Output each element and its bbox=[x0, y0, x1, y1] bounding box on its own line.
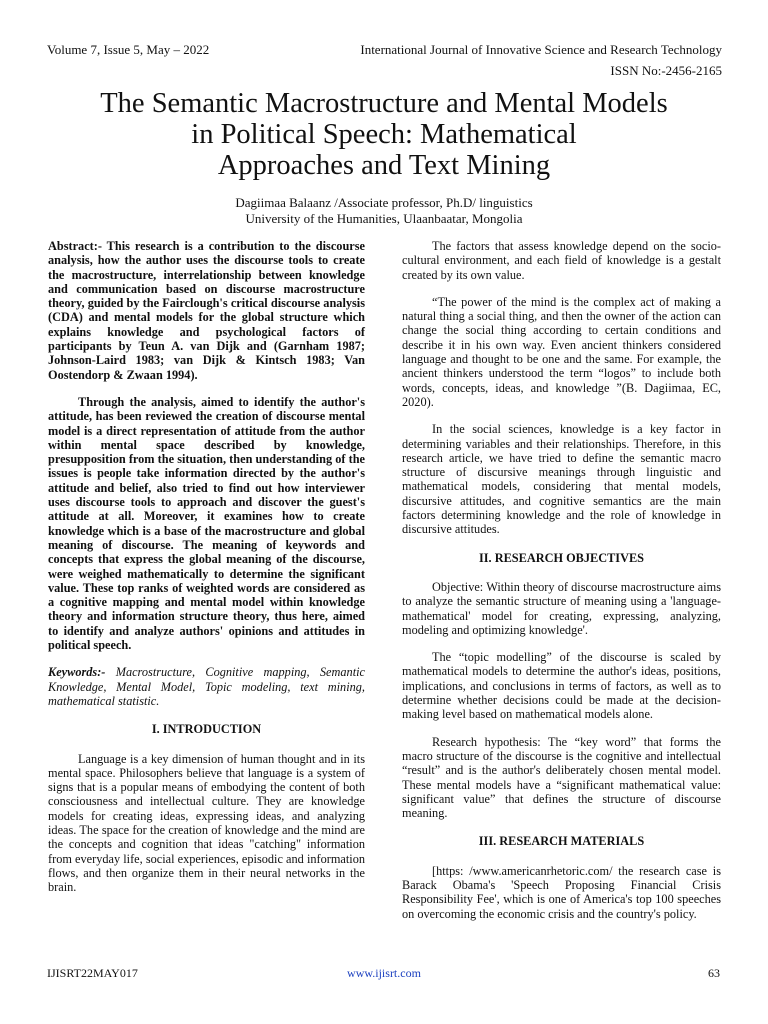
section-heading: III. RESEARCH MATERIALS bbox=[478, 834, 645, 849]
left-column bbox=[48, 239, 365, 907]
abstract-paragraph: Through the analysis, aimed to identify the author's attitude, has been reviewed the creation of discourse mental model is a direct representation of attitude from the author within mental space described by knowledge, presupposition from the situation, then understanding of the issues is people take information directed by the author's attitude and belief, also tried to find out how interviewer uses discourse tools to approach and discover the guest's attitude at all. Moreover, it examines how to create knowledge which is a base of the macrostructure and global meaning of discourse. The meaning of keywords and concepts that express the global meaning of the discourse, were weighed mathematically to determine the significant value. These top ranks of weighted words are considered as a cognitive mapping and mental model within knowledge theory and information structure theory, thus here, aimed to identify and analyze authors' opinions and attitudes in political speech. bbox=[48, 394, 365, 653]
body-paragraph: “The power of the mind is the complex act of making a natural thing a social thing, and then the owner of the action can change the social thing according to certain conditions and describe it in his own way. Even ancient thinkers considered language and thought to be one and the same. For example, the ancient thinkers understood the term “logos” to include both words, concepts, ideas, and knowledge ”(B. Dagiimaa, EC, 2020). bbox=[402, 294, 721, 409]
keywords-label: Keywords:- bbox=[48, 665, 106, 680]
volume-issue: Volume 7, Issue 5, May – 2022 bbox=[47, 42, 210, 57]
issn: ISSN No:-2456-2165 bbox=[610, 63, 722, 78]
paper-title bbox=[40, 88, 728, 181]
body-paragraph: Language is a key dimension of human thought and in its mental space. Philosophers believe that language is a system of signs that is a popular means of embodying the content of both consciousness and intellectual culture. They are knowledge models for creating ideas, expressing ideas, and analyzing ideas. The space for the creation of knowledge and the mind are the concepts and cognition that ideas "catching" information from everyday life, social experiences, episodic and information flows, and then organize them in their neural networks in the brain. bbox=[48, 751, 365, 895]
body-paragraph: Research hypothesis: The “key word” that forms the macro structure of the discourse is the cognitive and intellectual “result” and is the author's deliberately chosen mental model. These mental models have a “significant mathematical value: significant value” that defines the structure of discourse meaning. bbox=[402, 734, 721, 821]
journal-name: International Journal of Innovative Science and Research Technology bbox=[360, 42, 722, 57]
author-info bbox=[0, 195, 768, 226]
abstract-paragraph: Abstract:- This research is a contribution to the discourse analysis, how the author uses the discourse tools to create the macrostructure, interrelationship between knowledge and communication based on discourse macrostructure theory, guided by the Fairclough's critical discourse analysis (CDA) and mental models for the global structure which explains knowledge and psychological factors of participants by Teun A. van Dijk and (Garnham 1987; Johnson-Laird 1983; van Dijk & Kintsch 1983; Van Oostendorp & Zwaan 1994). bbox=[48, 239, 365, 382]
keywords-text: Macrostructure, Cognitive mapping, Semantic Knowledge, Mental Model, Topic modeling, text mining, mathematical statistic. bbox=[48, 665, 365, 708]
body-paragraph: Objective: Within theory of discourse macrostructure aims to analyze the semantic structure of meaning using a 'language-mathematical' model for creating, expressing, analyzing, modeling and optimizing knowledge'. bbox=[402, 579, 721, 637]
affiliation-line: University of the Humanities, Ulaanbaatar, Mongolia bbox=[245, 210, 523, 226]
body-paragraph: The factors that assess knowledge depend on the socio-cultural environment, and each field of knowledge is a gestalt created by its own value. bbox=[402, 239, 721, 282]
journal-website-link[interactable]: www.ijisrt.com bbox=[347, 966, 421, 980]
keywords bbox=[48, 665, 365, 708]
body-paragraph: The “topic modelling” of the discourse is scaled by mathematical models to determine the author's ideas, positions, implications, and conclusions in terms of factors, as well as to determine whether decisions could be made at the decision-making level based on mathematical models alone. bbox=[402, 650, 721, 722]
body-paragraph: [https: /www.americanrhetoric.com/ the research case is Barack Obama's 'Speech Proposing Financial Crisis Responsibility Fee', which is one of America's top 100 speeches on overcoming the economic crisis and the country's policy. bbox=[402, 863, 721, 921]
author-line: Dagiimaa Balaanz /Associate professor, Ph.D/ linguistics bbox=[235, 195, 533, 210]
section-heading: II. RESEARCH OBJECTIVES bbox=[478, 550, 645, 565]
page-number: 63 bbox=[708, 966, 720, 980]
section-heading: I. INTRODUCTION bbox=[151, 722, 262, 737]
paper-code: IJISRT22MAY017 bbox=[47, 966, 138, 980]
title-line: The Semantic Macrostructure and Mental Models bbox=[100, 88, 668, 119]
right-column bbox=[402, 239, 721, 934]
footer-link-wrap bbox=[0, 966, 768, 981]
title-line: Approaches and Text Mining bbox=[217, 150, 551, 181]
title-line: in Political Speech: Mathematical bbox=[191, 119, 577, 150]
body-paragraph: In the social sciences, knowledge is a key factor in determining variables and their relationships. Therefore, in this research article, we have tried to define the semantic macro structure of discursive meanings through linguistic and mathematical models, considering that mental models, discursive attitudes, and cognitive semantics are the main factors determining knowledge and the role of knowledge in discursive attitudes. bbox=[402, 422, 721, 537]
